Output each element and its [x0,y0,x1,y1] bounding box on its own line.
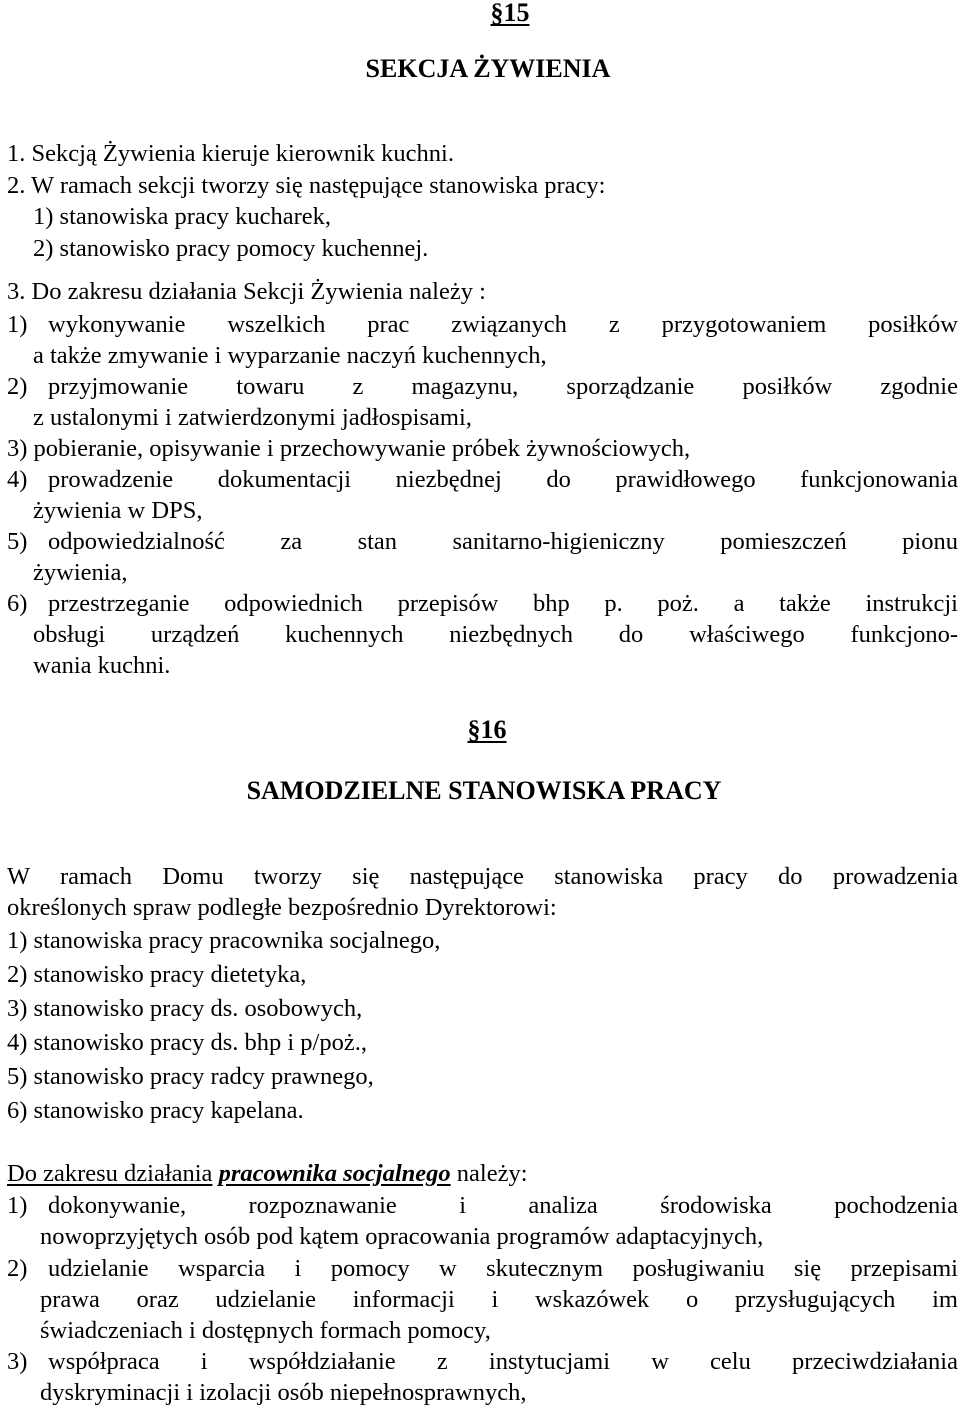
duty-5: 5) odpowiedzialność za stan sanitarno-higieniczny pomieszczeń pionu [7,528,958,555]
social-duty-3-cont: dyskryminacji i izolacji osób niepełnosprawnych, [40,1379,527,1406]
social-duty-1-cont: nowoprzyjętych osób pod kątem opracowania programów adaptacyjnych, [40,1223,764,1250]
item-3: 3. Do zakresu działania Sekcji Żywienia należy : [7,278,486,305]
social-duty-2-cont: prawa oraz udzielanie informacji i wskazówek o przysługujących im [40,1286,958,1313]
section-title-zywienia: SEKCJA ŻYWIENIA [365,54,611,83]
social-duty-1: 1) dokonywanie, rozpoznawanie i analiza środowiska pochodzenia [7,1192,958,1219]
duty-2: 2) przyjmowanie towaru z magazynu, sporządzanie posiłków zgodnie [7,373,958,400]
position-5: 5) stanowisko pracy radcy prawnego, [7,1063,374,1090]
paragraph-number-16: §16 [467,715,507,744]
social-duty-2: 2) udzielanie wsparcia i pomocy w skutecznym posługiwaniu się przepisami [7,1255,958,1282]
section-title-samodzielne: SAMODZIELNE STANOWISKA PRACY [246,776,722,805]
position-4: 4) stanowisko pracy ds. bhp i p/poż., [7,1029,367,1056]
duty-1: 1) wykonywanie wszelkich prac związanych z przygotowaniem posiłków [7,311,958,338]
duty-6-cont: obsługi urządzeń kuchennych niezbędnych do właściwego funkcjono- [33,621,958,648]
duty-4: 4) prowadzenie dokumentacji niezbędnej do prawidłowego funkcjonowania [7,466,958,493]
social-duty-2-cont-2: świadczeniach i dostępnych formach pomocy, [40,1317,491,1344]
duty-6: 6) przestrzeganie odpowiednich przepisów bhp p. poż. a także instrukcji [7,590,958,617]
item-2-sub-2: 2) stanowisko pracy pomocy kuchennej. [33,235,429,262]
item-1: 1. Sekcją Żywienia kieruje kierownik kuchni. [7,140,454,167]
duty-1-cont: a także zmywanie i wyparzanie naczyń kuchennych, [33,342,547,369]
duty-6-cont-2: wania kuchni. [33,652,171,679]
duty-3: 3) pobieranie, opisywanie i przechowywanie próbek żywnościowych, [7,435,691,462]
position-2: 2) stanowisko pracy dietetyka, [7,961,307,988]
item-2-sub-1: 1) stanowiska pracy kucharek, [33,203,331,230]
duty-2-cont: z ustalonymi i zatwierdzonymi jadłospisami, [33,404,472,431]
intro-line-2: określonych spraw podległe bezpośrednio Dyrektorowi: [7,894,557,921]
duty-4-cont: żywienia w DPS, [33,497,203,524]
position-6: 6) stanowisko pracy kapelana. [7,1097,304,1124]
social-duty-3: 3) współpraca i współdziałanie z instytucjami w celu przeciwdziałania [7,1348,958,1375]
intro-line-1: W ramach Domu tworzy się następujące stanowiska pracy do prowadzenia [7,863,958,890]
paragraph-number-15: §15 [490,0,530,27]
position-3: 3) stanowisko pracy ds. osobowych, [7,995,363,1022]
position-1: 1) stanowiska pracy pracownika socjalnego, [7,927,441,954]
duty-5-cont: żywienia, [33,559,128,586]
scope-heading: Do zakresu działania pracownika socjalnego należy: [7,1160,528,1187]
item-2: 2. W ramach sekcji tworzy się następujące stanowiska pracy: [7,172,606,199]
